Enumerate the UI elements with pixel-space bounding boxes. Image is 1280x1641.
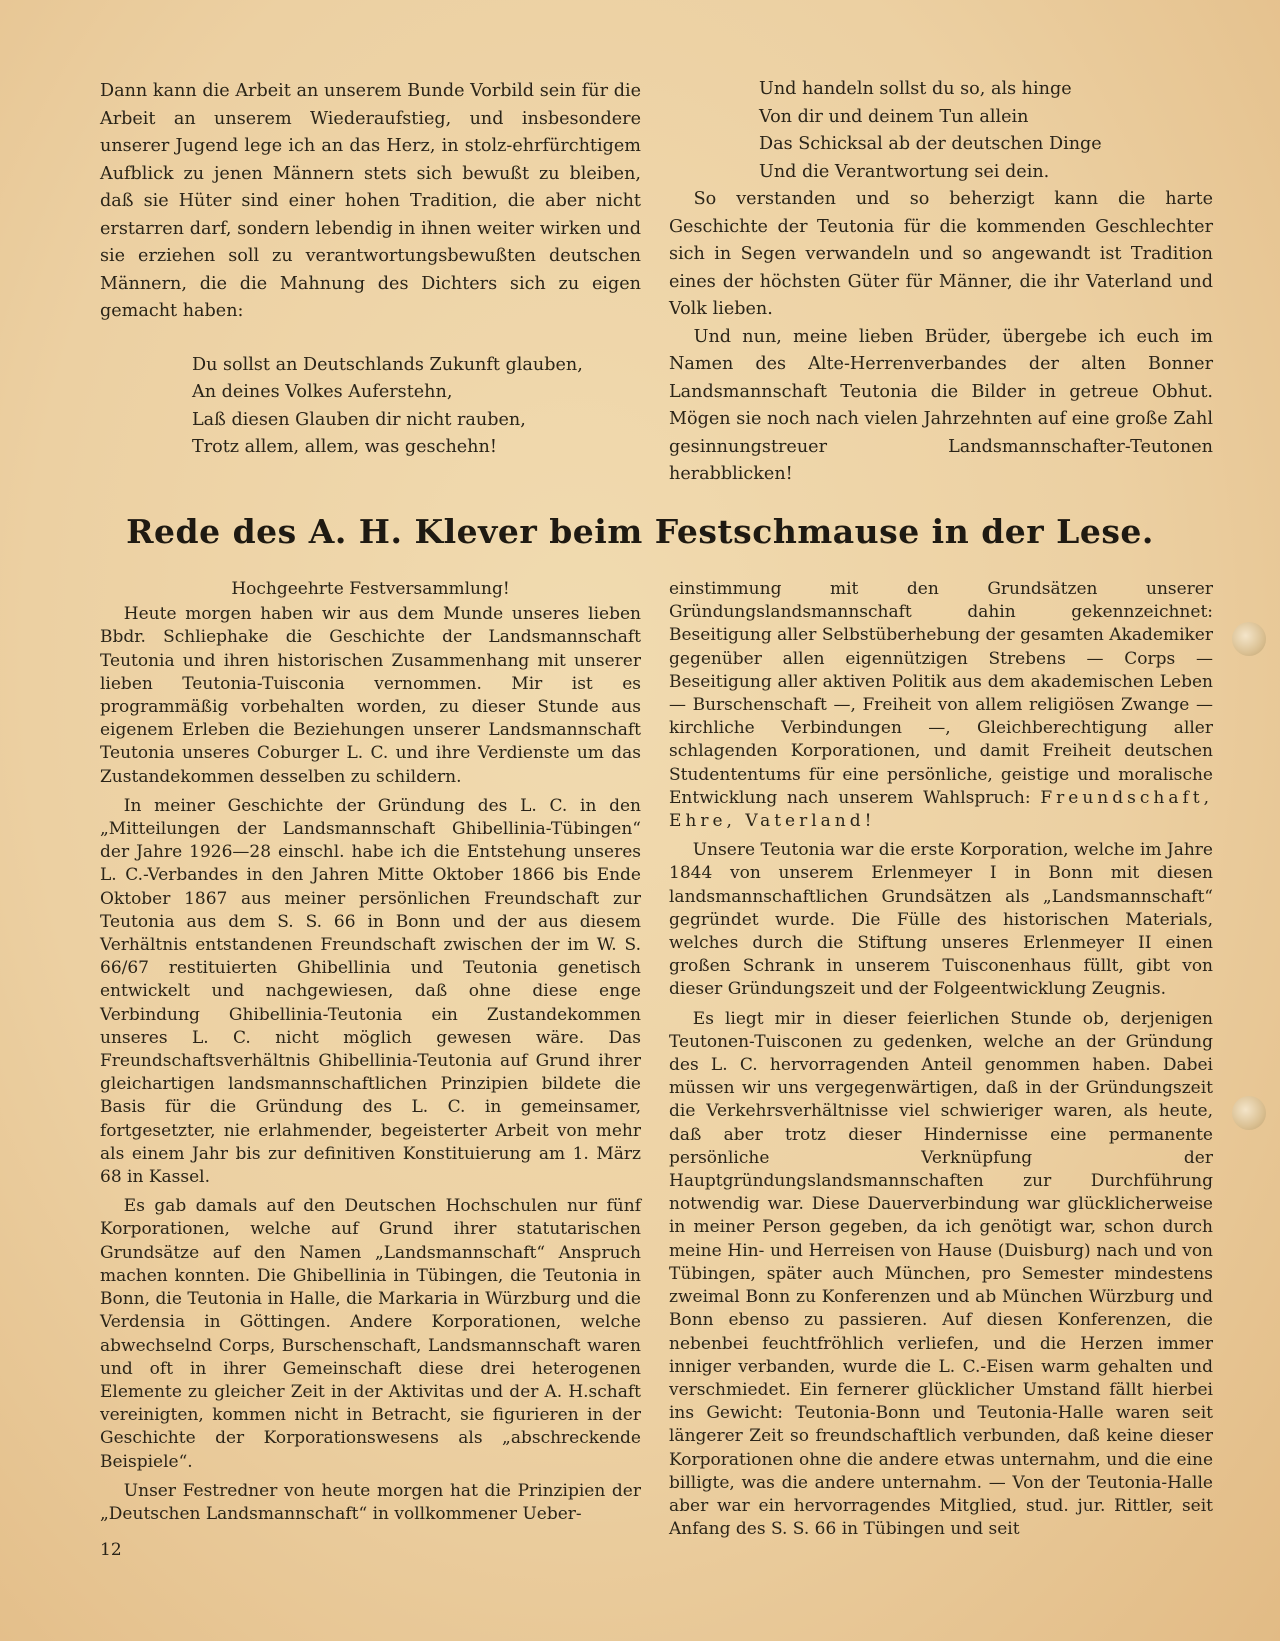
paragraph: In meiner Geschichte der Gründung des L. C. in den „Mitteilungen der Landsmannschaft Ghibellinia-Tübingen“ der Jahre 1926—28 einschl. habe ich die Entstehung unseres L. C.-Verbandes in den Jahren Mitte Oktober 1866 bis Ende Oktober 1867 aus meiner persönlichen Freundschaft zur Teutonia aus dem S. S. 66 in Bonn und der aus diesem Verhältnis entstandenen Freundschaft zwischen der im W. S. 66/67 restituierten Ghibellinia und Teutonia genetisch entwickelt und nachgewiesen, daß ohne diese enge Verbindung Ghibellinia-Teutonia ein Zustandekommen unseres L. C. nicht möglich gewesen wäre. Das Freundschaftsverhältnis Ghibellinia-Teutonia auf Grund ihrer gleichartigen landsmannschaftlichen Prinzipien bildete die Basis für die Gründung des L. C. in gemeinsamer, fortgesetzter, nie erlahmender, begeisterter Arbeit von mehr als einem Jahr bis zur definitiven Konstituierung am 1. März 68 in Kassel.	[100, 795, 641, 1188]
paragraph-text: einstimmung mit den Grundsätzen unserer Gründungslandsmannschaft dahin gekennzeichnet: Beseitigung aller Selbstüberhebung der gesamten Akademiker gegenüber allen eigennützigen Strebens — Corps — Beseitigung aller aktiven Politik aus dem akademischen Leben — Burschenschaft —, Freiheit von allem religiösen Zwange — kirchliche Verbindungen —, Gleichberechtigung aller schlagenden Korporationen, und damit Freiheit deutschen Studententums für eine persönliche, geistige und moralische Entwicklung nach unserem Wahlspruch:	[669, 579, 1213, 808]
paragraph: So verstanden und so beherzigt kann die harte Geschichte der Teutonia für die kommenden Geschlechter sich in Segen verwandeln und so angewandt ist Tradition eines der höchsten Güter für Männer, die ihr Vaterland und Volk lieben.	[669, 189, 1213, 319]
poem-stanza-1	[192, 352, 641, 462]
bottom-right-column	[669, 578, 1213, 1547]
punch-hole-icon	[1232, 1096, 1266, 1130]
paragraph: Es liegt mir in dieser feierlichen Stunde ob, derjenigen Teutonen-Tuisconen zu gedenken, welche an der Gründung des L. C. hervorragenden Anteil genommen haben. Dabei müssen wir uns vergegenwärtigen, daß in der Gründungszeit die Verkehrsverhältnisse viel schwieriger waren, als heute, daß aber trotz dieser Hindernisse eine permanente persönliche Verknüpfung der Hauptgründungslandsmannschaften zur Durchführung notwendig war. Diese Dauerverbindung war glücklicherweise in meiner Person gegeben, da ich genötigt war, schon durch meine Hin- und Herreisen von Hause (Duisburg) nach und von Tübingen, später auch München, pro Semester mindestens zweimal Bonn zu Konferenzen und ab München Würzburg und Bonn ebenso zu passieren. Auf diesen Konferenzen, die nebenbei feuchtfröhlich verliefen, und die Herzen immer inniger verbanden, wurde die L. C.-Eisen warm gehalten und verschmiedet. Ein fernerer glücklicher Umstand fällt hierbei ins Gewicht: Teutonia-Bonn und Teutonia-Halle waren seit längerer Zeit so freundschaftlich verbunden, daß keine dieser Korporationen ohne die andere etwas unternahm, und die eine billigte, was die andere unternahm. — Von der Teutonia-Halle aber war ein hervorragendes Mitglied, stud. jur. Rittler, seit Anfang des S. S. 66 in Tübingen und seit	[669, 1008, 1213, 1540]
verse-line: Das Schicksal ab der deutschen Dinge	[759, 134, 1102, 154]
top-left-column	[100, 78, 641, 462]
paragraph: Unsere Teutonia war die erste Korporation, welche im Jahre 1844 von unserem Erlenmeyer I in Bonn mit diesen landsmannschaftlichen Grundsätzen als „Landsmannschaft“ gegründet wurde. Die Fülle des historischen Materials, welches durch die Stiftung unseres Erlenmeyer II einen großen Schrank in unserem Tuisconenhaus füllt, gibt von dieser Gründungszeit und der Folgeentwicklung Zeugnis.	[669, 840, 1213, 1000]
top-right-column	[669, 76, 1213, 489]
verse-line: Von dir und deinem Tun allein	[759, 106, 1029, 127]
paragraph: Heute morgen haben wir aus dem Munde unseres lieben Bbdr. Schliephake die Geschichte der Landsmannschaft Teutonia und ihren historischen Zusammenhang mit unserer lieben Teutonia-Tuisconia vernommen. Mir ist es programmäßig vorbehalten worden, zu dieser Stunde aus eigenem Erleben die Beziehungen unserer Landsmannschaft Teutonia unseres Coburger L. C. und ihre Verdienste um das Zustandekommen desselben zu schildern.	[100, 604, 641, 787]
page-number: 12	[100, 1540, 122, 1560]
verse-line: Du sollst an Deutschlands Zukunft glauben,	[192, 354, 583, 375]
paragraph: Und nun, meine lieben Brüder, übergebe ich euch im Namen des Alte-Herrenverbandes der alten Bonner Landsmannschaft Teutonia die Bilder in getreue Obhut. Mögen sie noch nach vielen Jahrzehnten auf eine große Zahl gesinnungstreuer Landsmannschafter-Teutonen herabblicken!	[669, 326, 1213, 484]
closing-paragraph: Dann kann die Arbeit an unserem Bunde Vorbild sein für die Arbeit an unserem Wiederaufstieg, und insbesondere unserer Jugend lege ich an das Herz, in stolz-ehrfürchtigem Aufblick zu jenen Männern stets sich bewußt zu bleiben, daß sie Hüter sind einer hohen Tradition, die aber nicht erstarren darf, sondern lebendig in ihnen weiter wirken und sie erziehen soll zu verantwortungsbewußten deutschen Männern, die die Mahnung des Dichters sich zu eigen gemacht haben:	[100, 81, 641, 321]
verse-line: Laß diesen Glauben dir nicht rauben,	[192, 409, 526, 430]
punch-hole-icon	[1232, 622, 1266, 656]
bottom-left-column	[100, 578, 641, 1532]
paragraph-continued	[669, 578, 1213, 833]
article-heading: Rede des A. H. Klever beim Festschmause in der Lese.	[126, 512, 1154, 551]
verse-line: Trotz allem, allem, was geschehn!	[192, 437, 497, 457]
salutation: Hochgeehrte Festversammlung!	[231, 579, 510, 599]
paragraph: Es gab damals auf den Deutschen Hochschulen nur fünf Korporationen, welche auf Grund ihrer statutarischen Grundsätze auf den Namen „Landsmannschaft“ Anspruch machen konnten. Die Ghibellinia in Tübingen, die Teutonia in Bonn, die Teutonia in Halle, die Markaria in Würzburg und die Verdensia in Göttingen. Andere Korporationen, welche abwechselnd Corps, Burschenschaft, Landsmannschaft waren und oft in ihrer Gemeinschaft diese drei heterogenen Elemente zu gleicher Zeit in der Aktivitas und der A. H.schaft vereinigten, kommen nicht in Betracht, sie figurieren in der Geschichte der Korporationswesens als „abschreckende Beispiele“.	[100, 1196, 641, 1472]
verse-line: An deines Volkes Auferstehn,	[192, 382, 453, 402]
paragraph: Unser Festredner von heute morgen hat die Prinzipien der „Deutschen Landsmannschaft“ in vollkommener Ueber-	[100, 1480, 641, 1524]
verse-line: Und handeln sollst du so, als hinge	[759, 79, 1072, 99]
poem-stanza-2	[759, 76, 1213, 186]
verse-line: Und die Verantwortung sei dein.	[759, 161, 1050, 182]
motto: Freundschaft, Ehre, Vaterland!	[669, 787, 1213, 832]
